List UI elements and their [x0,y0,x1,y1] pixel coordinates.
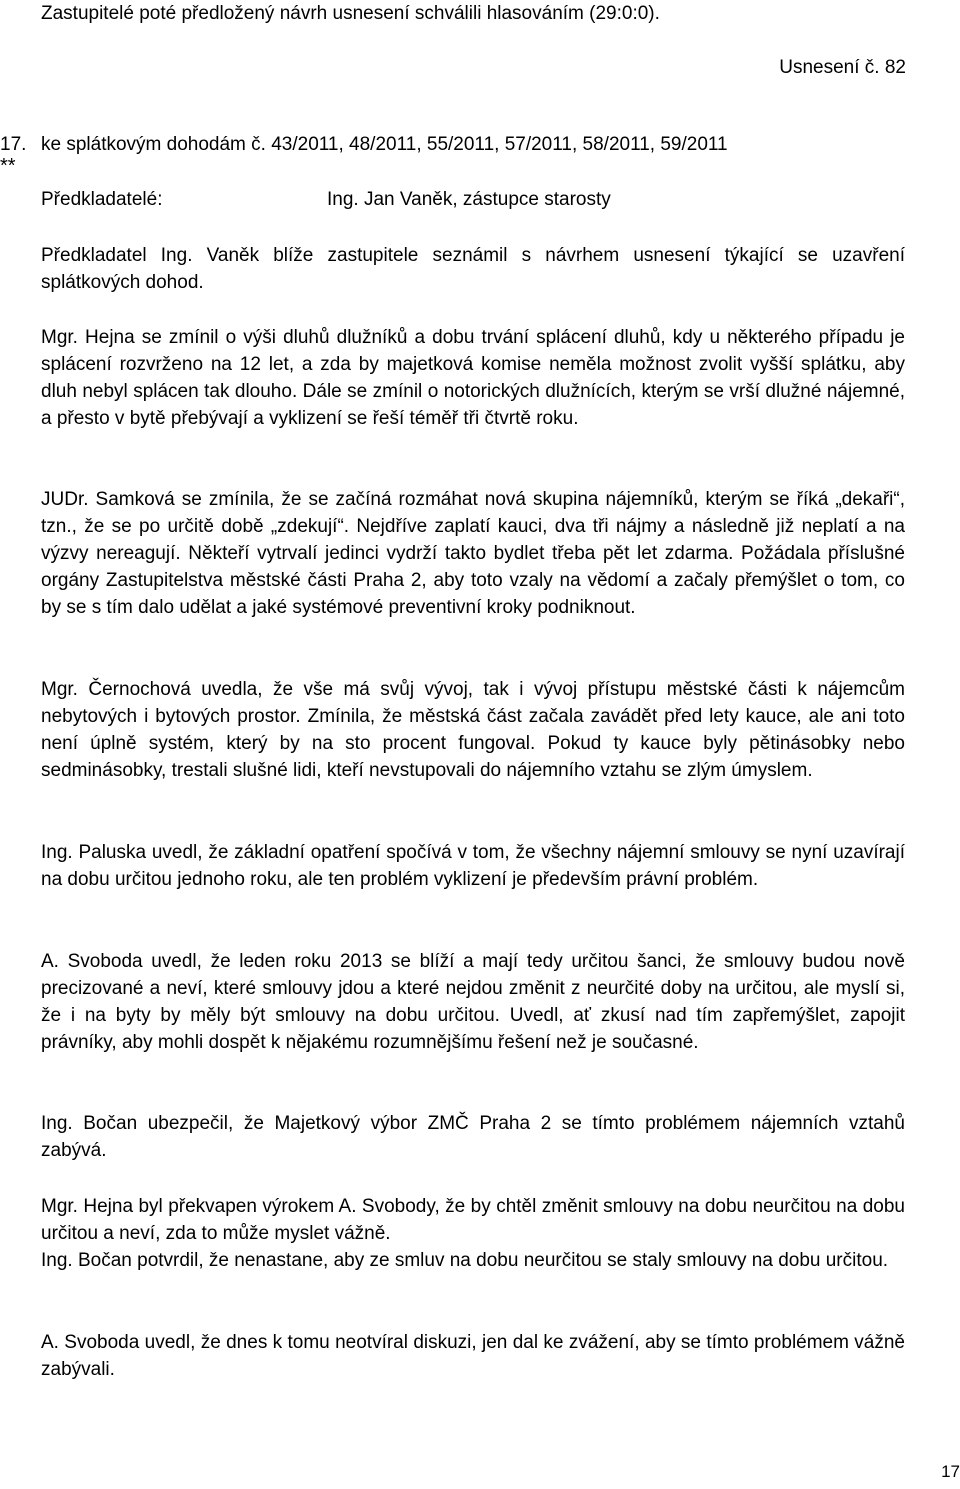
item-marker: ** [0,155,16,177]
presenters-value: Ing. Jan Vaněk, zástupce starosty [327,189,611,210]
paragraph-svoboda-2: A. Svoboda uvedl, že dnes k tomu neotvíral diskuzi, jen dal ke zvážení, aby se tímto problémem vážně zabývali. [41,1332,905,1380]
item-number: 17. [0,134,27,155]
paragraph-cernochova: Mgr. Černochová uvedla, že vše má svůj vývoj, tak i vývoj přístupu městské části k nájemcům nebytových i bytových prostor. Zmínila, že městská část začala zavádět před lety kauce, ale ani toto není úplně systém, který by na sto procent fungoval. Pokud ty kauce byly pětinásobky nebo sedminásobky, trestali slušné lidi, kteří nevstupovali do nájemního vztahu se zlým úmyslem. [41,679,905,781]
paragraph-bocan-1: Ing. Bočan ubezpečil, že Majetkový výbor ZMČ Praha 2 se tímto problémem nájemních vztahů zabývá. [41,1113,905,1161]
vote-result-line: Zastupitelé poté předložený návrh usnesení schválili hlasováním (29:0:0). [41,3,660,24]
paragraph-hejna-2: Mgr. Hejna byl překvapen výrokem A. Svobody, že by chtěl změnit smlouvy na dobu neurčitou na dobu určitou a neví, zda to může myslet vážně. [41,1196,905,1244]
paragraph-bocan-2: Ing. Bočan potvrdil, že nenastane, aby ze smluv na dobu neurčitou se staly smlouvy na dobu určitou. [41,1250,889,1271]
paragraph-paluska: Ing. Paluska uvedl, že základní opatření spočívá v tom, že všechny nájemní smlouvy se nyní uzavírají na dobu určitou jednoho roku, ale ten problém vyklizení je především právní problém. [41,842,905,890]
paragraph-hejna: Mgr. Hejna se zmínil o výši dluhů dlužníků a dobu trvání splácení dluhů, kdy u některého případu je splácení rozvrženo na 12 let, a zda by majetková komise neměla možnost zvolit vyšší splátku, aby dluh nebyl splácen tak dlouho. Dále se zmínil o notorických dlužnících, kterým se vrší dlužné nájemné, a přesto v bytě přebývají a vyklizení se řeší téměř tři čtvrtě roku. [41,327,905,429]
item-title: ke splátkovým dohodám č. 43/2011, 48/2011, 55/2011, 57/2011, 58/2011, 59/2011 [41,134,728,155]
paragraph-samkova: JUDr. Samková se zmínila, že se začíná rozmáhat nová skupina nájemníků, kterým se říká „dekaři“, tzn., že se po určitě době „zdekují“. Nejdříve zaplatí kauci, dva tři nájmy a následně již neplatí a na výzvy nereagují. Někteří vytrvalí jedinci vydrží takto bydlet třeba pět let zdarma. Požádala příslušné orgány Zastupitelstva městské části Praha 2, aby toto vzaly na vědomí a začaly přemýšlet o tom, co by se s tím dalo udělat a jaké systémové preventivní kroky podniknout. [41,489,905,618]
paragraph-presenter-intro: Předkladatel Ing. Vaněk blíže zastupitele seznámil s návrhem usnesení týkající se uzavření splátkových dohod. [41,245,905,293]
paragraph-svoboda-1: A. Svoboda uvedl, že leden roku 2013 se blíží a mají tedy určitou šanci, že smlouvy budou nově precizované a neví, které smlouvy jdou a které nejdou změnit z neurčité doby na určitou, ale myslí si, že i na byty by měly být smlouvy na dobu určitou. Uvedl, ať zkusí nad tím zapřemýšlet, zapojit právníky, aby mohli dospět k nějakému rozumnějšímu řešení než je současné. [41,951,905,1053]
resolution-number: Usnesení č. 82 [779,57,906,78]
page-number: 17 [941,1462,960,1481]
presenters-label: Předkladatelé: [41,189,163,210]
